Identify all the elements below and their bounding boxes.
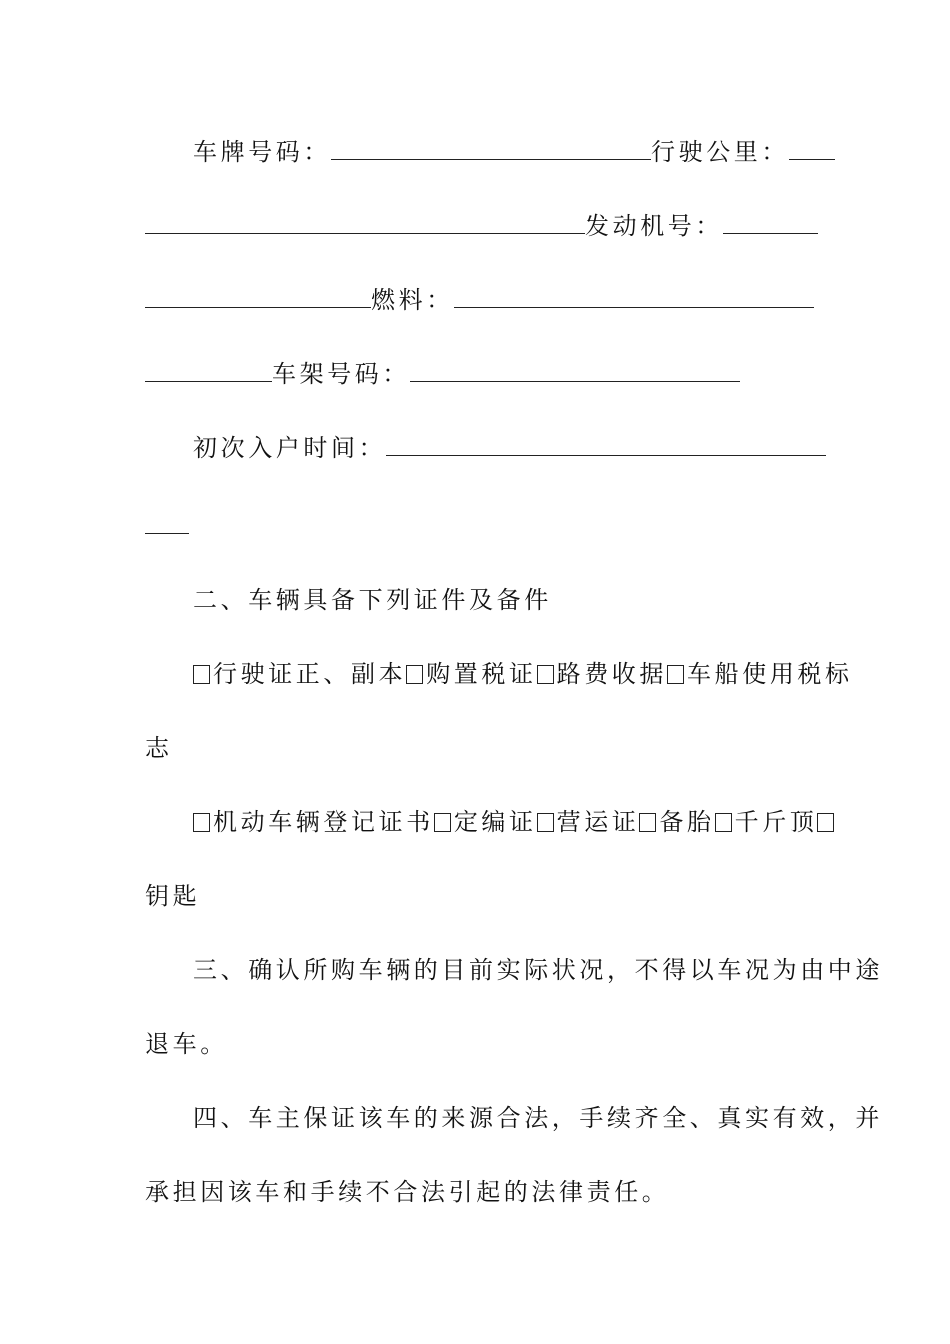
item-toll-receipt: 路费收据 (556, 660, 668, 688)
section-three-line-2: 退车。 (145, 1030, 228, 1058)
engine-blank[interactable] (723, 206, 818, 234)
fuel-line (145, 280, 807, 320)
first-registration-continued-line (145, 506, 807, 546)
section-four-line-2: 承担因该车和手续不合法引起的法律责任。 (145, 1178, 670, 1206)
fuel-blank[interactable] (454, 280, 814, 308)
checkbox-operation-cert[interactable] (537, 813, 554, 832)
fuel-blank-continued[interactable] (145, 354, 272, 382)
first-registration-blank[interactable] (386, 428, 826, 456)
engine-blank-continued[interactable] (145, 280, 371, 308)
section-three-line-1: 三、确认所购车辆的目前实际状况，不得以车况为由中途 (193, 956, 883, 984)
item-license: 行驶证正、副本 (213, 660, 407, 688)
checkbox-jack[interactable] (715, 813, 732, 832)
mileage-label: 行驶公里： (651, 138, 789, 166)
documents-checklist-line-1 (145, 654, 855, 694)
checkbox-keys[interactable] (817, 813, 834, 832)
first-registration-label: 初次入户时间： (193, 434, 387, 462)
checkbox-quota-cert[interactable] (434, 813, 451, 832)
item-vessel-tax: 车船使用税标 (687, 660, 853, 688)
frame-blank[interactable] (410, 354, 740, 382)
checkbox-vessel-tax[interactable] (667, 665, 684, 684)
plate-blank[interactable] (331, 132, 651, 160)
item-purchase-tax: 购置税证 (426, 660, 537, 688)
section-two-heading: 二、车辆具备下列证件及备件 (193, 586, 552, 614)
checkbox-purchase-tax[interactable] (406, 665, 423, 684)
mileage-blank[interactable] (789, 132, 835, 160)
checkbox-toll-receipt[interactable] (537, 665, 554, 684)
item-jack: 千斤顶 (734, 808, 818, 836)
fuel-label: 燃料： (371, 286, 454, 314)
plate-label: 车牌号码： (193, 138, 331, 166)
item-operation-cert: 营运证 (556, 808, 640, 836)
engine-line (145, 206, 807, 246)
item-spare-tire: 备胎 (659, 808, 715, 836)
item-quota-cert: 定编证 (453, 808, 537, 836)
checkbox-license[interactable] (193, 665, 210, 684)
checkbox-spare-tire[interactable] (639, 813, 656, 832)
checkbox-registration-cert[interactable] (193, 813, 210, 832)
frame-label: 车架号码： (272, 360, 410, 388)
first-registration-blank-continued[interactable] (145, 506, 189, 534)
plate-mileage-line (145, 132, 855, 172)
section-four-line-1: 四、车主保证该车的来源合法，手续齐全、真实有效，并 (193, 1104, 883, 1132)
mileage-blank-continued[interactable] (145, 206, 585, 234)
documents-checklist-line-2 (145, 802, 855, 842)
first-registration-line (145, 428, 855, 468)
engine-label: 发动机号： (585, 212, 723, 240)
item-registration-cert: 机动车辆登记证书 (213, 808, 434, 836)
frame-line (145, 354, 807, 394)
item-keys: 钥匙 (145, 882, 201, 910)
documents-checklist-line-1-wrap: 志 (145, 734, 173, 762)
